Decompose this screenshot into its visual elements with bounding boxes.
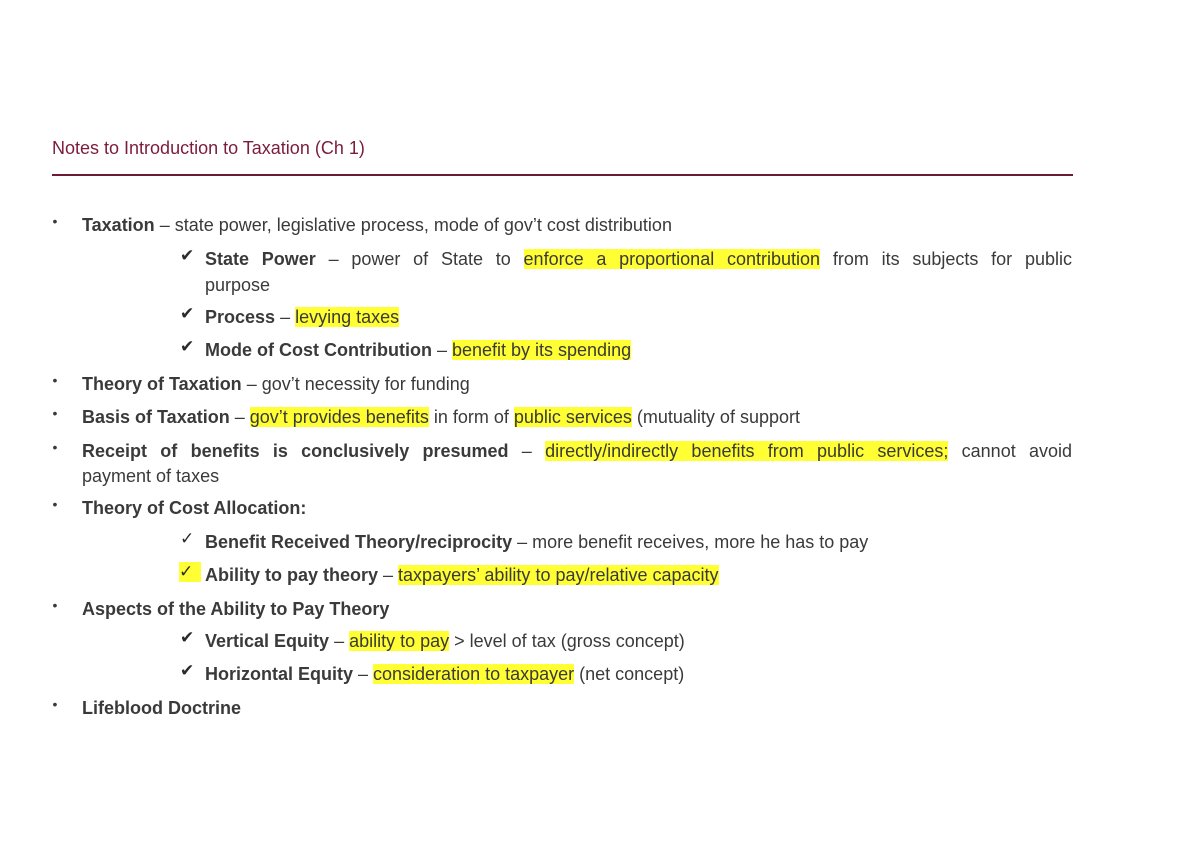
dash: – <box>229 407 250 427</box>
dash: – <box>241 374 262 394</box>
page-title: Notes to Introduction to Taxation (Ch 1) <box>52 138 365 158</box>
description: more benefit receives, more he has to pay <box>532 532 869 552</box>
list-item-receipt-of-benefits <box>82 438 1072 464</box>
sub-item-mode-of-cost-contribution <box>205 337 1072 363</box>
term-label: Mode of Cost Contribution <box>205 340 432 360</box>
bullet-icon: • <box>52 496 58 512</box>
dash: – <box>315 249 352 269</box>
dash: – <box>512 532 533 552</box>
sub-item-ability-to-pay-theory <box>205 562 1072 588</box>
highlighted-text: enforce a proportional contribution <box>523 249 821 269</box>
description: state power, legislative process, mode of gov’t cost distribution <box>174 215 672 235</box>
description: cannot avoid <box>948 441 1073 461</box>
highlighted-text: public services <box>513 407 632 427</box>
dash: – <box>329 631 350 651</box>
description: power of State to <box>351 249 524 269</box>
list-item-theory-of-taxation <box>82 371 1072 397</box>
description: from its subjects for public <box>820 249 1072 269</box>
bullet-icon: • <box>52 597 58 613</box>
description: (mutuality of support <box>631 407 800 427</box>
description: gov’t necessity for funding <box>261 374 470 394</box>
highlighted-text: benefit by its spending <box>451 340 632 360</box>
highlighted-text: directly/indirectly benefits from public services; <box>545 441 949 461</box>
term-label: Theory of Taxation <box>82 374 242 394</box>
bullet-icon: • <box>52 372 58 388</box>
highlighted-text: ability to pay <box>349 631 450 651</box>
dash: – <box>353 664 374 684</box>
bullet-icon: • <box>52 696 58 712</box>
term-label: Lifeblood Doctrine <box>82 698 241 718</box>
highlighted-text: consideration to taxpayer <box>373 664 575 684</box>
checkmark-icon: ✔ <box>180 304 195 323</box>
dash: – <box>508 441 546 461</box>
list-item-lifeblood-doctrine <box>82 695 1072 721</box>
checkmark-icon: ✓ <box>179 562 201 582</box>
sub-item-state-power-continued: purpose <box>205 275 271 295</box>
list-item-theory-of-cost-allocation <box>82 495 1072 521</box>
term-label: State Power <box>205 249 316 269</box>
term-label: Theory of Cost Allocation: <box>82 498 307 518</box>
bullet-icon: • <box>52 213 58 229</box>
checkmark-icon: ✔ <box>180 628 195 647</box>
list-item-receipt-continued: payment of taxes <box>82 466 220 486</box>
list-item-basis-of-taxation <box>82 404 1072 430</box>
sub-item-process <box>205 304 1072 330</box>
list-item-aspects-of-ability-to-pay <box>82 596 1072 622</box>
term-label: Basis of Taxation <box>82 407 230 427</box>
sub-item-benefit-received-theory <box>205 529 1072 555</box>
term-label: Horizontal Equity <box>205 664 353 684</box>
term-label: Aspects of the Ability to Pay Theory <box>82 599 390 619</box>
term-label: Benefit Received Theory/reciprocity <box>205 532 513 552</box>
sub-item-state-power <box>205 246 1072 272</box>
term-label: Process <box>205 307 276 327</box>
highlighted-text: levying taxes <box>295 307 400 327</box>
description: in form of <box>428 407 514 427</box>
bullet-icon: • <box>52 405 58 421</box>
sub-item-vertical-equity <box>205 628 1072 654</box>
description: > level of tax (gross concept) <box>449 631 685 651</box>
term-label: Receipt of benefits is conclusively presumed <box>82 441 509 461</box>
term-label: Taxation <box>82 215 155 235</box>
checkmark-icon: ✔ <box>180 246 195 265</box>
list-item-taxation <box>82 212 1072 238</box>
description: (net concept) <box>574 664 685 684</box>
checkmark-icon: ✓ <box>180 529 195 548</box>
dash: – <box>378 565 399 585</box>
dash: – <box>154 215 175 235</box>
checkmark-icon: ✔ <box>180 337 195 356</box>
dash: – <box>431 340 452 360</box>
dash: – <box>275 307 296 327</box>
term-label: Vertical Equity <box>205 631 330 651</box>
checkmark-icon: ✔ <box>180 661 195 680</box>
highlighted-text: gov’t provides benefits <box>249 407 429 427</box>
term-label: Ability to pay theory <box>205 565 379 585</box>
bullet-icon: • <box>52 439 58 455</box>
highlighted-text: taxpayers’ ability to pay/relative capacity <box>398 565 719 585</box>
sub-item-horizontal-equity <box>205 661 1072 687</box>
